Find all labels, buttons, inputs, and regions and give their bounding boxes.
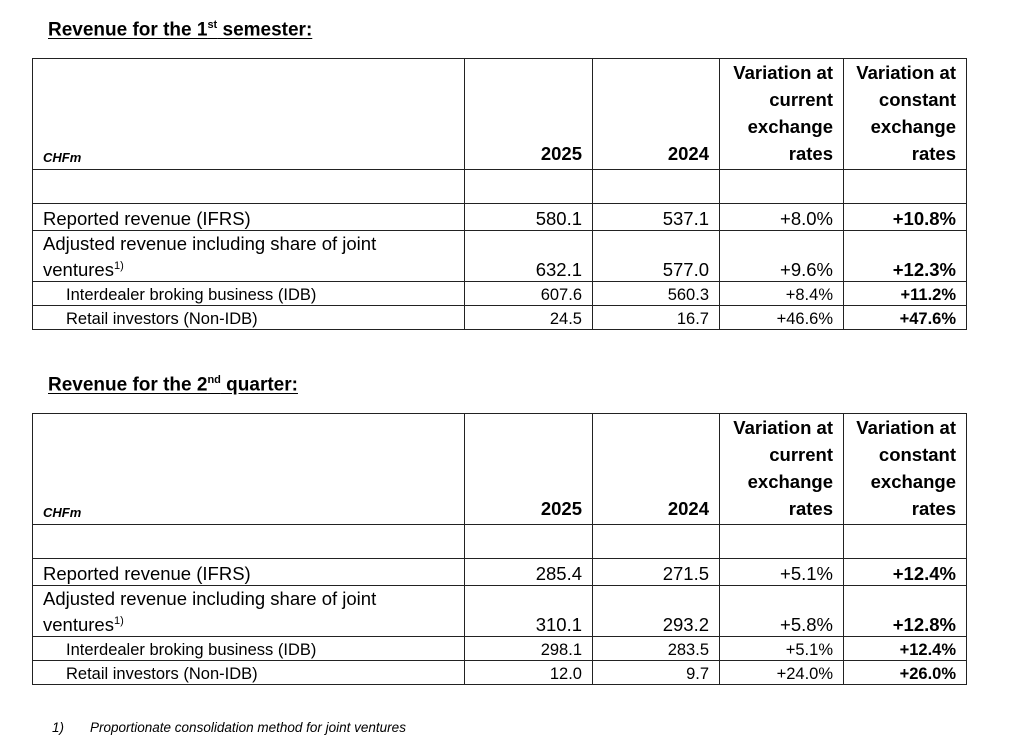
quarter-title-suffix: quarter: (220, 374, 298, 396)
cell-value: +5.1% (720, 637, 844, 661)
row-label: Interdealer broking business (IDB) (33, 282, 465, 306)
table-row (33, 586, 967, 637)
cell-value: 283.5 (593, 637, 720, 661)
semester-title-suffix: semester: (217, 19, 313, 41)
column-header-2024: 2024 (593, 414, 720, 525)
table-spacer-row (33, 170, 967, 204)
quarter-title (48, 374, 298, 396)
footnote-number: 1) (52, 720, 65, 735)
footnote-ref: 1) (113, 614, 124, 627)
column-header-variation-current: Variation at current exchange rates (720, 414, 844, 525)
cell-value: 560.3 (593, 282, 720, 306)
cell-value: +47.6% (844, 306, 967, 330)
row-label (33, 231, 465, 282)
cell-value: 577.0 (593, 231, 720, 282)
cell-value: +26.0% (844, 661, 967, 685)
quarter-revenue-table (32, 413, 967, 685)
cell-value: +12.4% (844, 637, 967, 661)
quarter-title-text: Revenue for the 2 (48, 374, 208, 396)
unit-label: CHFm (33, 414, 465, 525)
table-row (33, 204, 967, 231)
cell-value: 607.6 (465, 282, 593, 306)
column-header-2025: 2025 (465, 414, 593, 525)
column-header-variation-constant: Variation at constant exchange rates (844, 59, 967, 170)
row-label: Interdealer broking business (IDB) (33, 637, 465, 661)
row-label-text: Adjusted revenue including share of joint ventures (43, 232, 377, 280)
cell-value: 580.1 (465, 204, 593, 231)
cell-value: +8.0% (720, 204, 844, 231)
table-row (33, 231, 967, 282)
cell-value: +9.6% (720, 231, 844, 282)
semester-title-text: Revenue for the 1 (48, 19, 208, 41)
cell-value: +10.8% (844, 204, 967, 231)
row-label: Retail investors (Non-IDB) (33, 306, 465, 330)
table-row (33, 661, 967, 685)
cell-value: +24.0% (720, 661, 844, 685)
semester-title (48, 19, 312, 41)
semester-title-sup: st (207, 19, 218, 31)
cell-value: 285.4 (465, 559, 593, 586)
table-row (33, 637, 967, 661)
cell-value: 537.1 (593, 204, 720, 231)
cell-value: 16.7 (593, 306, 720, 330)
cell-value: +12.8% (844, 586, 967, 637)
row-label: Reported revenue (IFRS) (33, 204, 465, 231)
column-header-2024: 2024 (593, 59, 720, 170)
row-label-text: Adjusted revenue including share of joint ventures (43, 587, 377, 635)
cell-value: 12.0 (465, 661, 593, 685)
cell-value: +11.2% (844, 282, 967, 306)
cell-value: +12.3% (844, 231, 967, 282)
semester-revenue-table (32, 58, 967, 330)
quarter-title-sup: nd (207, 374, 221, 386)
column-header-variation-current: Variation at current exchange rates (720, 59, 844, 170)
table-spacer-row (33, 525, 967, 559)
table-header-row (33, 59, 967, 170)
table-row (33, 282, 967, 306)
footnote (52, 720, 406, 735)
column-header-variation-constant: Variation at constant exchange rates (844, 414, 967, 525)
cell-value: 9.7 (593, 661, 720, 685)
cell-value: 293.2 (593, 586, 720, 637)
cell-value: 298.1 (465, 637, 593, 661)
table-row (33, 559, 967, 586)
cell-value: +12.4% (844, 559, 967, 586)
table-header-row (33, 414, 967, 525)
unit-label: CHFm (33, 59, 465, 170)
footnote-ref: 1) (113, 259, 124, 272)
cell-value: 271.5 (593, 559, 720, 586)
cell-value: +8.4% (720, 282, 844, 306)
cell-value: +46.6% (720, 306, 844, 330)
row-label: Retail investors (Non-IDB) (33, 661, 465, 685)
row-label (33, 586, 465, 637)
table-row (33, 306, 967, 330)
footnote-text: Proportionate consolidation method for joint ventures (90, 720, 406, 735)
cell-value: +5.1% (720, 559, 844, 586)
row-label: Reported revenue (IFRS) (33, 559, 465, 586)
cell-value: 310.1 (465, 586, 593, 637)
column-header-2025: 2025 (465, 59, 593, 170)
cell-value: 24.5 (465, 306, 593, 330)
cell-value: 632.1 (465, 231, 593, 282)
cell-value: +5.8% (720, 586, 844, 637)
